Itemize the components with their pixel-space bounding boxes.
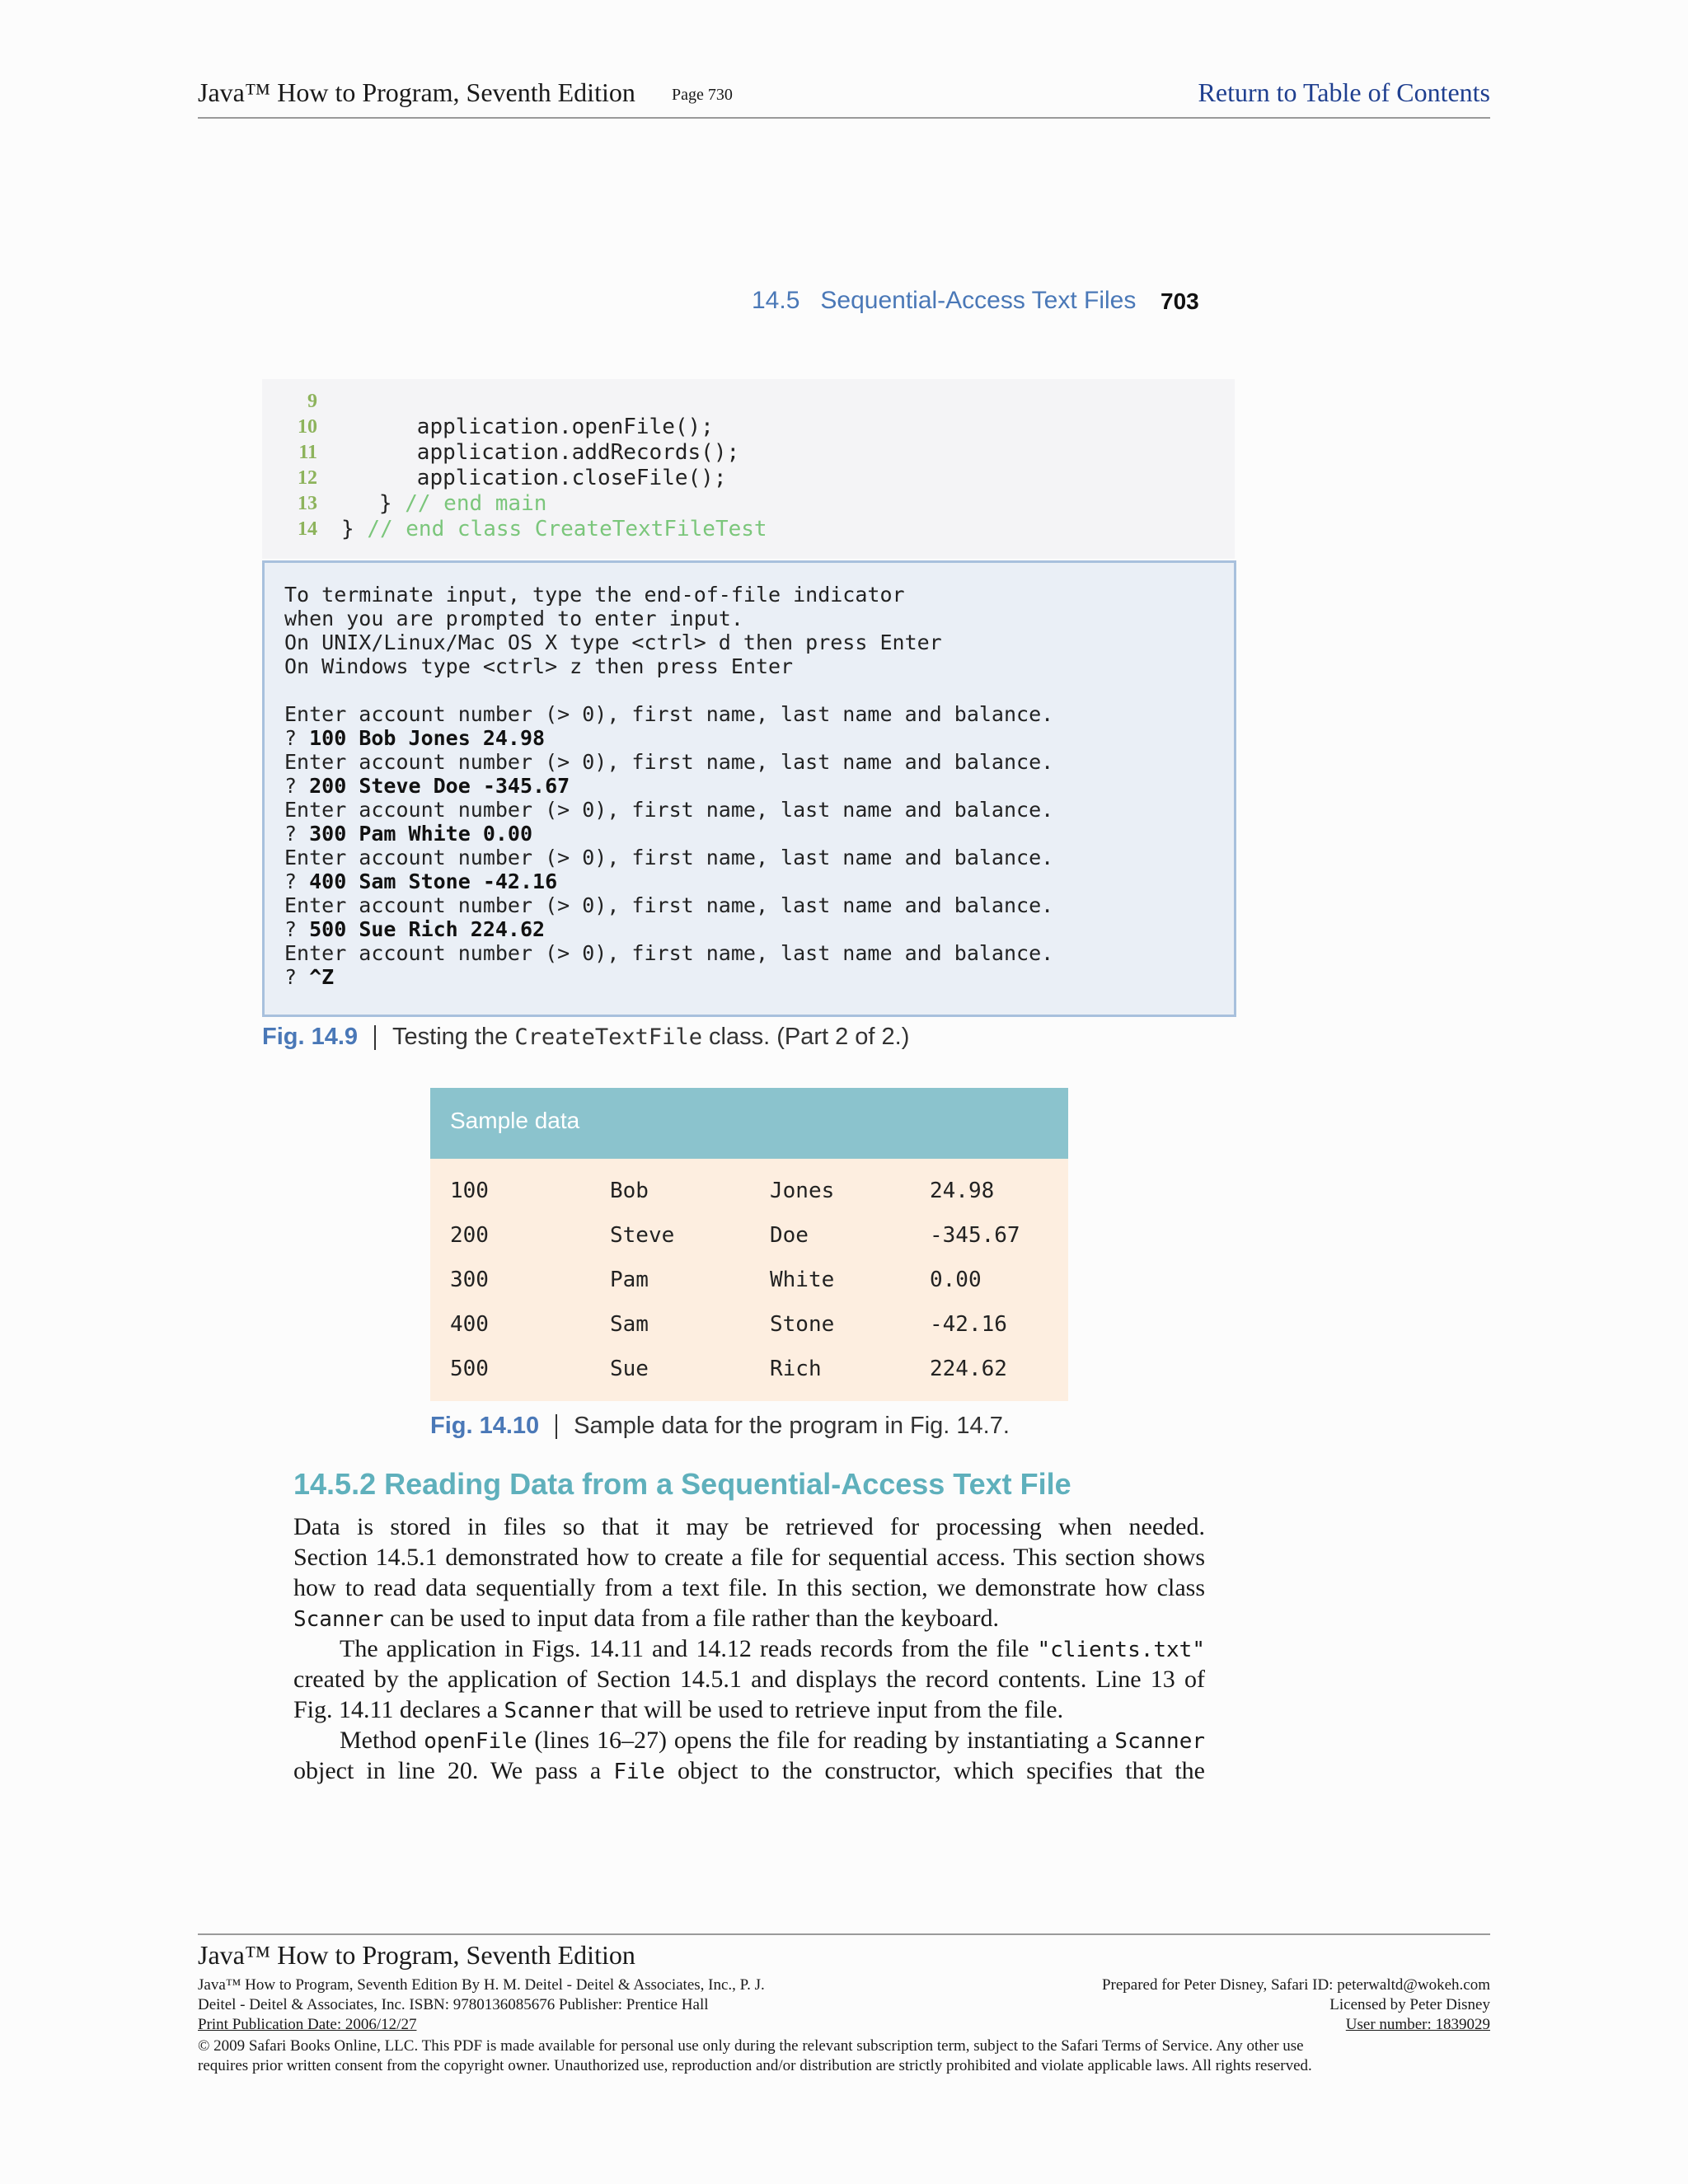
output-line: when you are prompted to enter input. [284,607,743,630]
output-prompt: Enter account number (> 0), first name, last name and balance. [284,893,1054,917]
table-cell: Doe [770,1223,809,1248]
footer-info-line: Java™ How to Program, Seventh Edition By H. M. Deitel - Deitel & Associates, Inc., P. J. [198,1976,765,1994]
text-run: Fig. 14.11 declares a [293,1696,504,1723]
table-row [430,1304,1068,1348]
book-title: Java™ How to Program, Seventh Edition [198,77,635,107]
inline-code: "clients.txt" [1037,1638,1205,1662]
line-number: 14 [298,518,317,540]
program-output [262,560,1236,1017]
code-listing [262,379,1235,559]
table-cell: Sam [610,1312,649,1337]
footer-info-line: Deitel - Deitel & Associates, Inc. ISBN: 9780136085676 Publisher: Prentice Hall [198,1996,709,2013]
section-heading: 14.5.2 Reading Data from a Sequential-Access Text File [293,1467,1071,1501]
prompt-marker: ? [284,726,310,750]
code-statement: application.addRecords(); [416,440,740,465]
table-row [430,1215,1068,1259]
body-line [340,1725,1205,1755]
table-row [430,1170,1068,1215]
caption-text: Sample data for the program in Fig. 14.7. [574,1413,1010,1439]
inline-code: File [613,1760,665,1784]
output-prompt: Enter account number (> 0), first name, last name and balance. [284,750,1054,774]
prompt-marker: ? [284,822,310,846]
user-entry: ^Z [309,965,335,989]
code-text [379,491,547,517]
table-cell: Rich [770,1357,822,1381]
text-run: object in line 20. We pass a [293,1757,614,1784]
footer-rule [198,1933,1490,1935]
text-run: how to read data sequentially from a text file. In this section, we demonstrate how class [293,1574,1205,1601]
output-user-input [284,869,557,893]
body-line [293,1542,1205,1572]
text-run: Method [340,1727,424,1754]
user-entry: 200 Steve Doe -345.67 [309,774,570,798]
output-line: On Windows type <ctrl> z then press Enter [284,654,794,678]
figure-number: Fig. 14.10 [430,1413,540,1439]
output-user-input [284,822,532,846]
table-cell: Steve [610,1223,675,1248]
body-line [293,1572,1205,1603]
user-entry: 500 Sue Rich 224.62 [309,917,546,941]
footer-license-line: User number: 1839029 [1345,2016,1490,2033]
line-number: 10 [298,416,317,438]
table-row [430,1348,1068,1393]
output-line: On UNIX/Linux/Mac OS X type <ctrl> d then press Enter [284,630,942,654]
copyright-line: requires prior written consent from the copyright owner. Unauthorized use, reproduction and/or distribution are strictly prohibited and violate applicable laws. All rights reserved. [198,2057,1312,2074]
code-statement: application.openFile(); [416,415,714,439]
table-cell: -42.16 [930,1312,1007,1337]
line-number: 13 [298,493,317,514]
table-cell: 100 [450,1179,489,1203]
code-statement: application.closeFile(); [416,466,727,490]
running-head-section: 14.5 Sequential-Access Text Files [752,287,1137,314]
copyright-line: © 2009 Safari Books Online, LLC. This PDF is made available for personal use only during the relevant subscription term, subject to the Safari Terms of Service. Any other use [198,2037,1304,2055]
output-user-input [284,726,545,750]
prompt-marker: ? [284,917,310,941]
table-header-label: Sample data [450,1108,580,1133]
caption-text-pre: Testing the [392,1024,515,1050]
table-cell: 300 [450,1268,489,1292]
code-line [262,491,1235,517]
user-entry: 100 Bob Jones 24.98 [309,726,546,750]
output-user-input [284,774,570,798]
text-run: created by the application of Section 14.5.1 and displays the record contents. Line 13 of [293,1666,1205,1693]
output-line: To terminate input, type the end-of-file indicator [284,583,905,607]
return-to-toc-link[interactable]: Return to Table of Contents [1198,77,1490,107]
code-text [341,517,767,542]
table-cell: 500 [450,1357,489,1381]
table-header [430,1088,1068,1159]
user-entry: 300 Pam White 0.00 [309,822,533,846]
code-comment: // end main [405,491,547,516]
table-cell: Jones [770,1179,835,1203]
code-line [262,517,1235,542]
line-number: 12 [298,467,317,489]
page-number: Page 730 [672,86,733,104]
table-cell: White [770,1268,835,1292]
table-cell: Bob [610,1179,649,1203]
inline-code: Scanner [1114,1729,1205,1754]
page-header [198,76,1490,119]
inline-code: openFile [424,1729,528,1754]
table-cell: 200 [450,1223,489,1248]
table-row [430,1259,1068,1304]
table-cell: Stone [770,1312,835,1337]
user-entry: 400 Sam Stone -42.16 [309,869,558,893]
output-prompt: Enter account number (> 0), first name, last name and balance. [284,702,1054,726]
body-line [293,1511,1205,1542]
table-cell: Sue [610,1357,649,1381]
output-user-input [284,965,334,989]
output-user-input [284,917,545,941]
folio-page-number: 703 [1160,288,1199,314]
text-run: Data is stored in files so that it may be retrieved for processing when needed. [293,1513,1205,1540]
body-line [340,1633,1205,1664]
table-cell: -345.67 [930,1223,1020,1248]
text-run: object to the constructor, which specifies that the [664,1757,1206,1784]
line-number: 9 [307,391,317,412]
code-line [262,440,1235,466]
caption-code: CreateTextFile [514,1024,702,1050]
text-run: Section 14.5.1 demonstrated how to create a file for sequential access. This section shows [293,1544,1205,1571]
footer-info-line: Print Publication Date: 2006/12/27 [198,2016,417,2033]
code-comment: // end class CreateTextFileTest [367,517,767,541]
table-cell: 24.98 [930,1179,995,1203]
inline-code: Scanner [293,1607,384,1632]
footer-license-line: Licensed by Peter Disney [1329,1996,1490,2013]
figure-caption-14-9 [262,1024,909,1051]
body-line [293,1694,1205,1725]
sample-data-table [430,1088,1068,1401]
caption-divider [374,1025,376,1050]
code-statement: } [341,517,368,541]
body-line [293,1664,1205,1694]
text-run: (lines 16–27) opens the file for reading by instantiating a [527,1727,1115,1754]
code-text [417,415,714,440]
caption-text-post: class. (Part 2 of 2.) [701,1024,910,1050]
code-statement: } [378,491,406,516]
table-cell: 224.62 [930,1357,1007,1381]
figure-number: Fig. 14.9 [262,1024,359,1050]
table-cell: 400 [450,1312,489,1337]
text-run: can be used to input data from a file rather than the keyboard. [383,1605,999,1632]
table-cell: Pam [610,1268,649,1292]
line-number: 11 [298,442,317,463]
footer-license-line: Prepared for Peter Disney, Safari ID: peterwaltd@wokeh.com [1101,1976,1490,1994]
output-prompt: Enter account number (> 0), first name, last name and balance. [284,798,1054,822]
code-text [417,466,727,491]
prompt-marker: ? [284,869,310,893]
code-line [262,466,1235,491]
prompt-marker: ? [284,965,310,989]
text-run: that will be used to retrieve input from the file. [594,1696,1064,1723]
text-run: The application in Figs. 14.11 and 14.12 reads records from the file [340,1635,1038,1662]
body-line [293,1603,1205,1633]
code-line [262,415,1235,440]
table-cell: 0.00 [930,1268,982,1292]
footer-title: Java™ How to Program, Seventh Edition [198,1940,635,1970]
figure-caption-14-10 [430,1413,1010,1440]
prompt-marker: ? [284,774,310,798]
output-prompt: Enter account number (> 0), first name, last name and balance. [284,846,1054,869]
output-prompt: Enter account number (> 0), first name, last name and balance. [284,941,1054,965]
code-text [417,440,739,466]
body-line [293,1755,1205,1786]
inline-code: Scanner [504,1699,595,1723]
caption-divider [556,1414,557,1439]
code-line [262,389,1235,415]
